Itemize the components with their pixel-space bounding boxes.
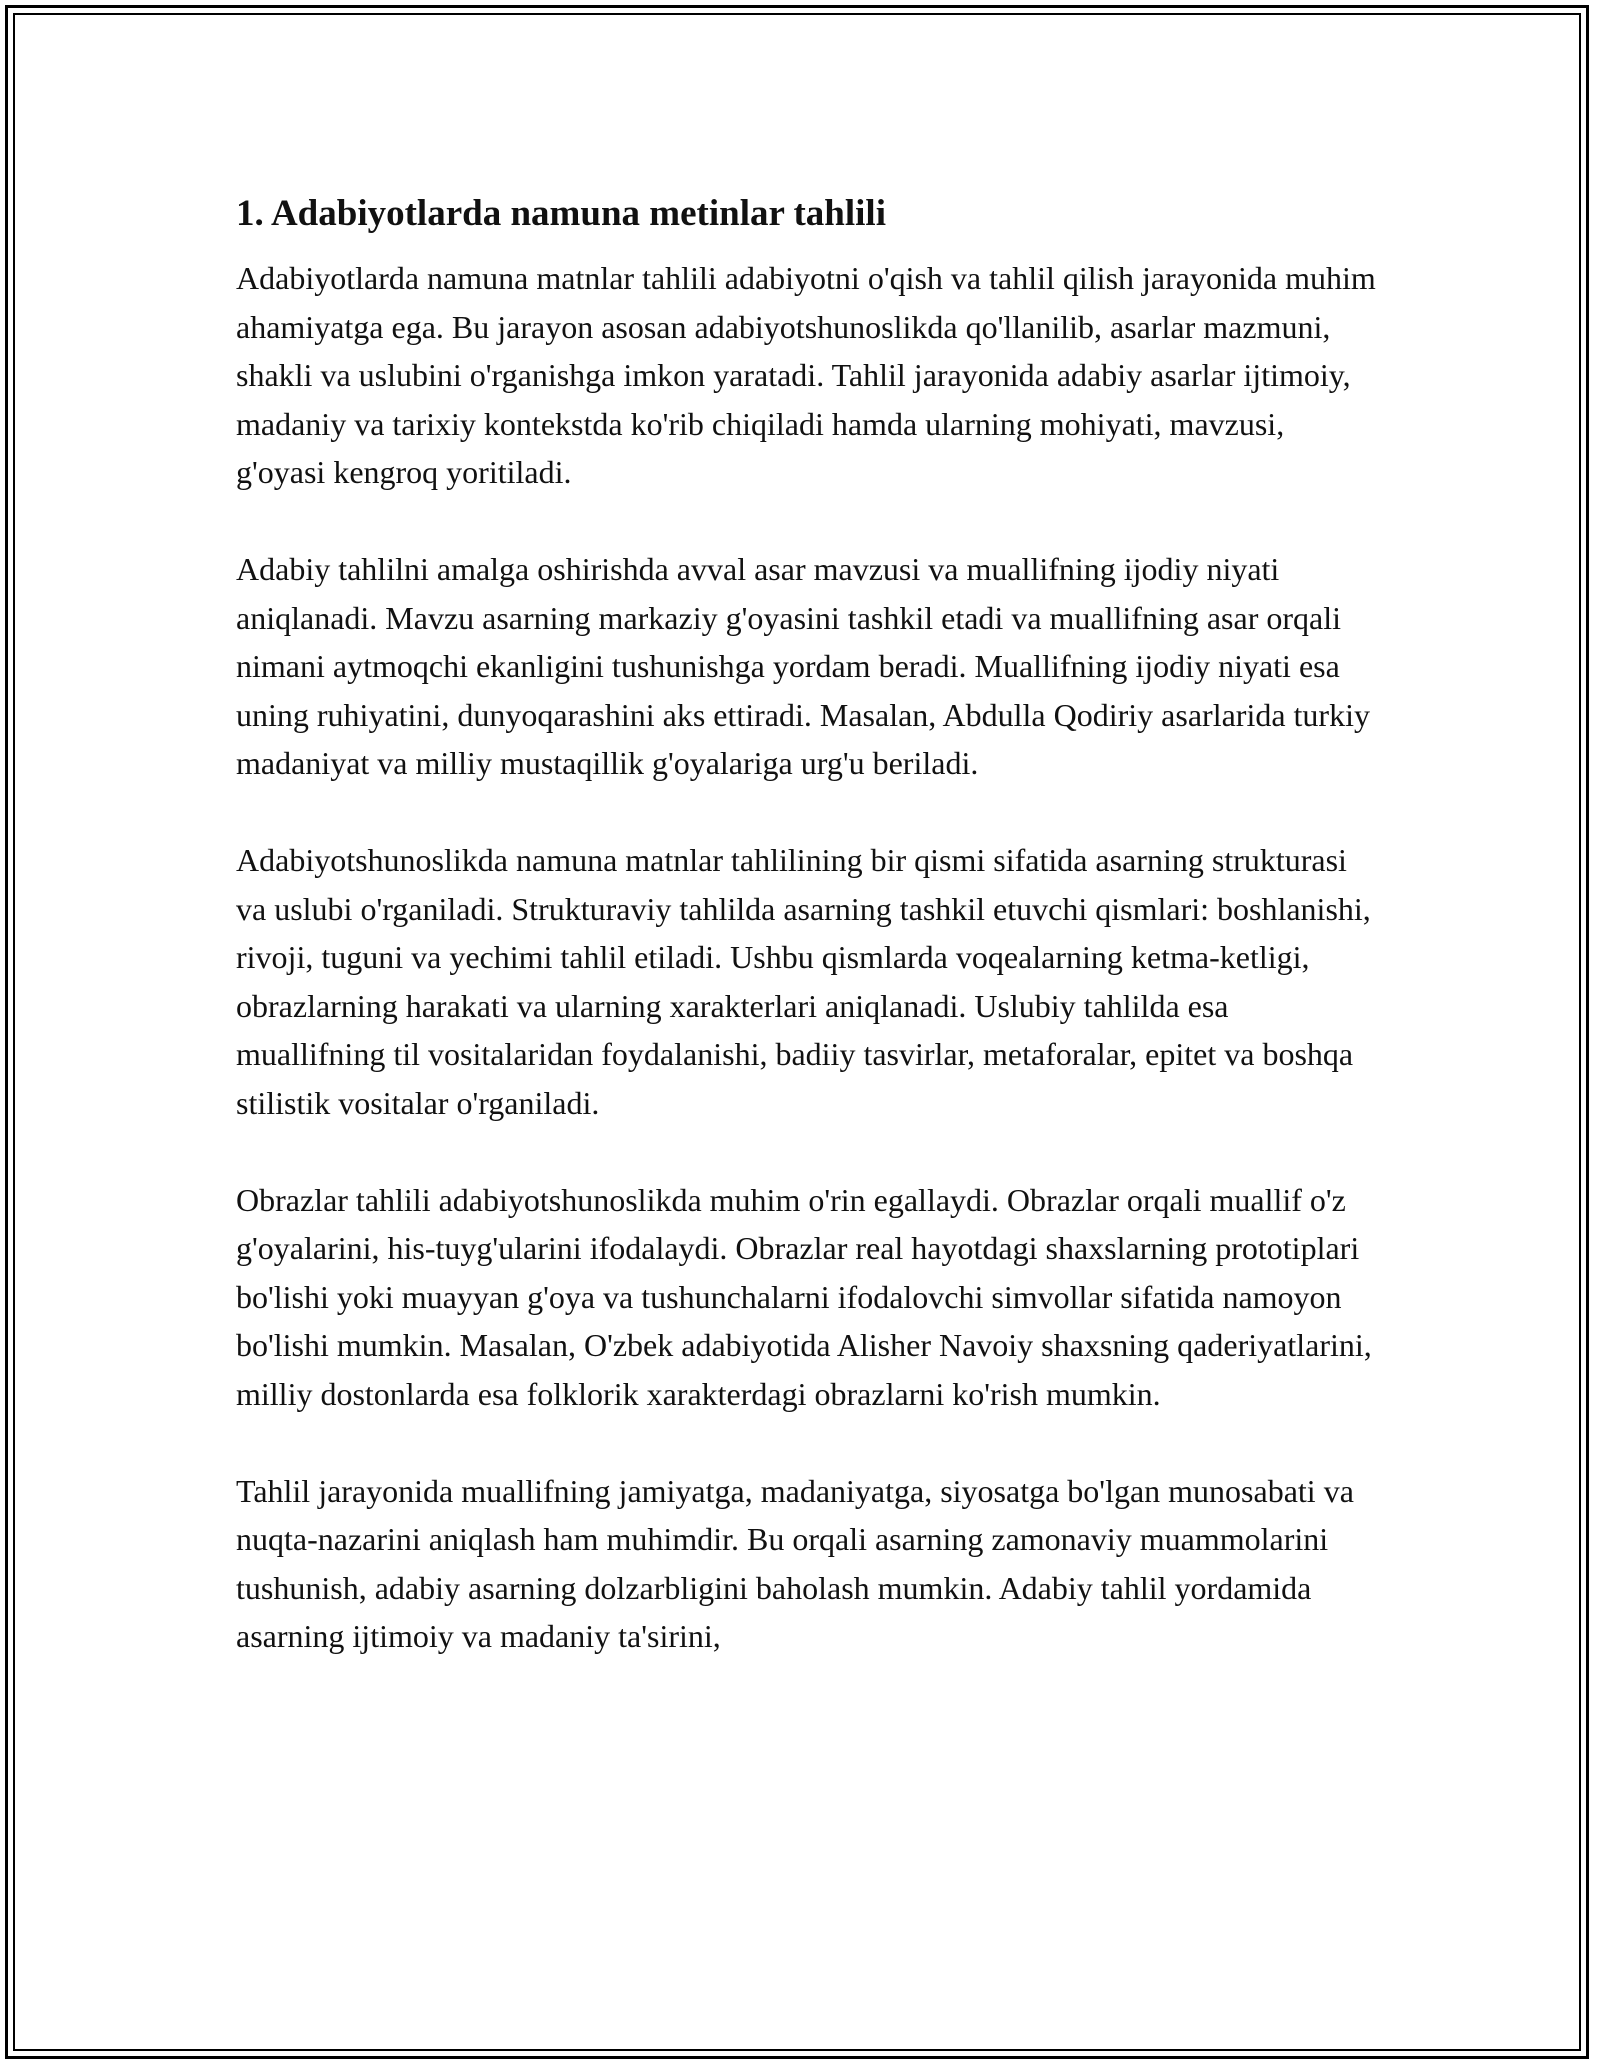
- paragraph-5: Tahlil jarayonida muallifning jamiyatga, madaniyatga, siyosatga bo'lgan munosabati va nuqta-nazarini aniqlash ham muhimdir. Bu orqali asarning zamonaviy muammolarini tushunish, adabiy asarning dolzarbligini baholash mumkin. Adabiy tahlil yordamida asarning ijtimoiy va madaniy ta'sirini,: [236, 1472, 1354, 1654]
- document-body: [236, 186, 1376, 1709]
- paragraph-4: Obrazlar tahlili adabiyotshunoslikda muhim o'rin egallaydi. Obrazlar orqali muallif o'z g'oyalarini, his-tuyg'ularini ifodalaydi. Obrazlar real hayotdagi shaxslarning prototiplari bo'lishi yoki muayyan g'oya va tushunchalarni ifodalovchi simvollar sifatida namoyon bo'lishi mumkin. Masalan, O'zbek adabiyotida Alisher Navoiy shaxsning qaderiyatlarini, milliy dostonlarda esa folklorik xarakterdagi obrazlarni ko'rish mumkin.: [236, 1181, 1372, 1412]
- paragraph-2: Adabiy tahlilni amalga oshirishda avval asar mavzusi va muallifning ijodiy niyati aniqlanadi. Mavzu asarning markaziy g'oyasini tashkil etadi va muallifning asar orqali nimani aytmoqchi ekanligini tushunishga yordam beradi. Muallifning ijodiy niyati esa uning ruhiyatini, dunyoqarashini aks ettiradi. Masalan, Abdulla Qodiriy asarlarida turkiy madaniyat va milliy mustaqillik g'oyalariga urg'u beriladi.: [236, 551, 1370, 781]
- paragraph-1: Adabiyotlarda namuna matnlar tahlili adabiyotni o'qish va tahlil qilish jarayonida muhim ahamiyatga ega. Bu jarayon asosan adabiyotshunoslikda qo'llanilib, asarlar mazmuni, shakli va uslubini o'rganishga imkon yaratadi. Tahlil jarayonida adabiy asarlar ijtimoiy, madaniy va tarixiy kontekstda ko'rib chiqiladi hamda ularning mohiyati, mavzusi, g'oyasi kengroq yoritiladi.: [236, 260, 1376, 490]
- paragraph-3: Adabiyotshunoslikda namuna matnlar tahlilining bir qismi sifatida asarning strukturasi va uslubi o'rganiladi. Strukturaviy tahlilda asarning tashkil etuvchi qismlari: boshlanishi, rivoji, tuguni va yechimi tahlil etiladi. Ushbu qismlarda voqealarning ketma-ketligi, obrazlarning harakati va ularning xarakterlari aniqlanadi. Uslubiy tahlilda esa muallifning til vositalaridan foydalanishi, badiiy tasvirlar, metaforalar, epitet va boshqa stilistik vositalar o'rganiladi.: [236, 842, 1371, 1121]
- section-heading: 1. Adabiyotlarda namuna metinlar tahlili: [236, 193, 886, 234]
